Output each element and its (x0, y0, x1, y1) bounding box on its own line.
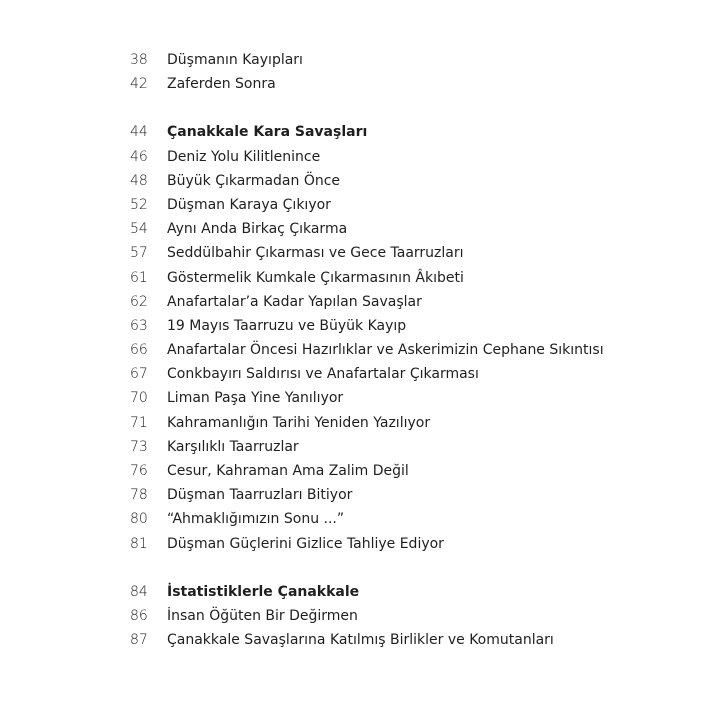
toc-page-number: 73 (130, 438, 148, 455)
toc-entry (130, 435, 700, 459)
toc-page-number: 70 (130, 390, 148, 407)
toc-section-heading (130, 120, 700, 144)
toc-page-number: 44 (130, 124, 148, 141)
toc-entry-title: Karşılıklı Taarruzlar (167, 438, 299, 455)
toc-entry-title: Büyük Çıkarmadan Önce (167, 172, 341, 189)
toc-page-number: 81 (130, 535, 148, 552)
toc-entry-title: Seddülbahir Çıkarması ve Gece Taarruzları (167, 245, 464, 262)
toc-entry-title: Düşman Güçlerini Gizlice Tahliye Ediyor (167, 535, 444, 552)
toc-page-number: 62 (130, 293, 148, 310)
toc-page-number: 84 (130, 583, 148, 600)
toc-entry-title: Liman Paşa Yine Yanılıyor (167, 390, 344, 407)
toc-entry (130, 411, 700, 435)
toc-entry (130, 459, 700, 483)
toc-page-number: 67 (130, 366, 148, 383)
toc-entry (130, 241, 700, 265)
toc-entry (130, 507, 700, 531)
toc-page-number: 42 (130, 76, 148, 93)
toc-entry-title: Düşman Karaya Çıkıyor (167, 196, 331, 213)
toc-entry-title: Deniz Yolu Kilitlenince (167, 148, 321, 165)
toc-entry (130, 604, 700, 628)
toc-page-number: 61 (130, 269, 148, 286)
toc-entry-title: Cesur, Kahraman Ama Zalim Değil (167, 463, 409, 479)
toc-entry-title: Anafartalar’a Kadar Yapılan Savaşlar (167, 293, 422, 310)
toc-section (130, 580, 700, 653)
toc-page-number: 78 (130, 487, 148, 504)
toc-section (130, 48, 700, 96)
toc-page-number: 46 (130, 148, 148, 165)
toc-page-number: 80 (130, 511, 148, 528)
toc-entry (130, 338, 700, 362)
toc-page-number: 66 (130, 342, 148, 359)
toc-entry-title: İstatistiklerle Çanakkale (167, 583, 360, 600)
toc-entry (130, 314, 700, 338)
toc-page-number: 63 (130, 317, 148, 334)
toc-entry-title: Conkbayırı Saldırısı ve Anafartalar Çıkarması (167, 366, 479, 383)
toc-entry-title: İnsan Öğüten Bir Değirmen (167, 607, 358, 624)
toc-entry-title: Anafartalar Öncesi Hazırlıklar ve Askerimizin Cephane Sıkıntısı (167, 342, 604, 359)
toc-page-number: 86 (130, 607, 148, 624)
toc-entry (130, 48, 700, 72)
toc-page-number: 48 (130, 172, 148, 189)
table-of-contents (130, 48, 700, 652)
toc-page-number: 87 (130, 632, 148, 649)
toc-section (130, 120, 700, 555)
toc-page-number: 52 (130, 196, 148, 213)
toc-entry (130, 362, 700, 386)
toc-page-number: 54 (130, 221, 148, 238)
toc-entry-title: Çanakkale Savaşlarına Katılmış Birlikler ve Komutanları (167, 632, 554, 649)
toc-entry-title: 19 Mayıs Taarruzu ve Büyük Kayıp (167, 317, 407, 334)
toc-entry (130, 169, 700, 193)
toc-page-number: 76 (130, 463, 148, 479)
toc-entry-title: Çanakkale Kara Savaşları (167, 124, 368, 141)
toc-entry-title: Göstermelik Kumkale Çıkarmasının Âkıbeti (167, 269, 464, 286)
toc-entry (130, 266, 700, 290)
toc-entry-title: Aynı Anda Birkaç Çıkarma (167, 221, 348, 238)
toc-entry (130, 72, 700, 96)
toc-section-heading (130, 580, 700, 604)
toc-entry (130, 217, 700, 241)
toc-entry (130, 145, 700, 169)
toc-entry (130, 628, 700, 652)
toc-entry-title: “Ahmaklığımızın Sonu ...” (167, 511, 345, 528)
toc-entry-title: Kahramanlığın Tarihi Yeniden Yazılıyor (167, 414, 431, 431)
toc-entry-title: Düşman Taarruzları Bitiyor (167, 487, 353, 504)
toc-entry (130, 193, 700, 217)
toc-page-number: 71 (130, 414, 148, 431)
toc-entry-title: Zaferden Sonra (167, 76, 276, 93)
toc-entry (130, 386, 700, 410)
toc-page-number: 57 (130, 245, 148, 262)
toc-entry (130, 483, 700, 507)
toc-entry (130, 532, 700, 556)
toc-entry-title: Düşmanın Kayıpları (167, 52, 303, 68)
toc-entry (130, 290, 700, 314)
toc-page-number: 38 (130, 52, 148, 68)
